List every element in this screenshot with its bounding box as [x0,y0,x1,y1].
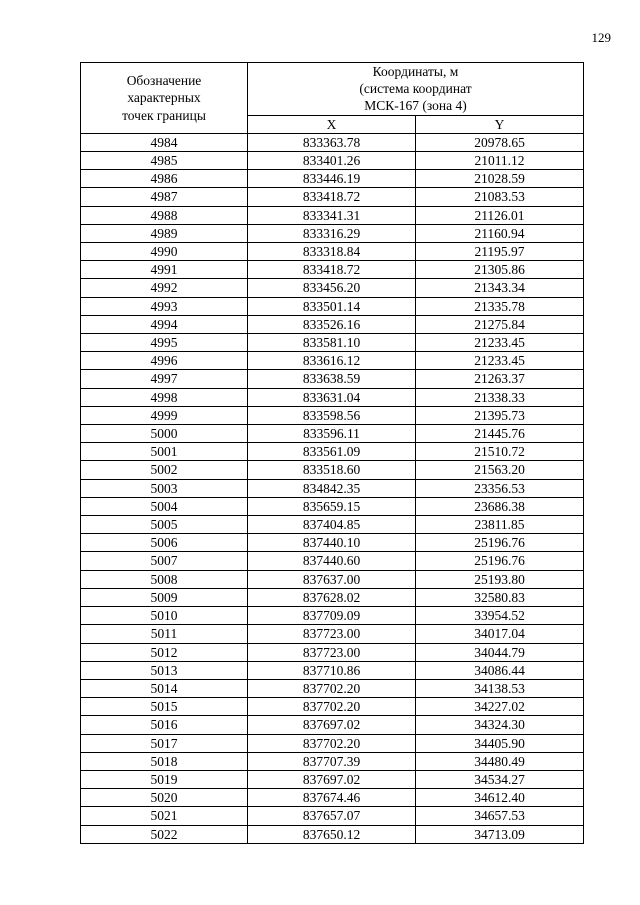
point-cell: 5021 [81,807,248,825]
x-coordinate-cell: 837702.20 [248,698,416,716]
point-cell: 5009 [81,588,248,606]
designation-column-header [81,63,248,134]
coordinates-table [80,62,584,844]
x-coordinate-cell: 833446.19 [248,170,416,188]
x-coordinate-cell: 837657.07 [248,807,416,825]
x-coordinate-cell: 837440.60 [248,552,416,570]
y-coordinate-cell: 34713.09 [416,825,584,843]
point-cell: 5018 [81,752,248,770]
point-cell: 4997 [81,370,248,388]
y-column-header: Y [416,115,584,133]
table-row [81,224,584,242]
x-coordinate-cell: 833598.56 [248,406,416,424]
table-row [81,516,584,534]
table-row [81,206,584,224]
y-coordinate-cell: 21305.86 [416,261,584,279]
point-cell: 4996 [81,352,248,370]
point-cell: 5000 [81,425,248,443]
table-body [81,133,584,843]
table-row [81,825,584,843]
table-row [81,625,584,643]
table-row [81,152,584,170]
y-coordinate-cell: 34086.44 [416,661,584,679]
coords-header-line-1: Координаты, м [372,64,459,79]
table-row [81,188,584,206]
x-coordinate-cell: 833526.16 [248,315,416,333]
point-cell: 5003 [81,479,248,497]
x-coordinate-cell: 833616.12 [248,352,416,370]
point-cell: 4988 [81,206,248,224]
point-cell: 5010 [81,607,248,625]
table-row [81,534,584,552]
point-cell: 4994 [81,315,248,333]
y-coordinate-cell: 25196.76 [416,534,584,552]
table-row [81,698,584,716]
table-row [81,770,584,788]
point-cell: 4985 [81,152,248,170]
point-cell: 4999 [81,406,248,424]
table-row [81,133,584,151]
x-coordinate-cell: 837723.00 [248,643,416,661]
table-row [81,334,584,352]
y-coordinate-cell: 21083.53 [416,188,584,206]
table-row [81,607,584,625]
y-coordinate-cell: 34138.53 [416,679,584,697]
x-coordinate-cell: 833456.20 [248,279,416,297]
y-coordinate-cell: 21510.72 [416,443,584,461]
y-coordinate-cell: 34227.02 [416,698,584,716]
point-cell: 5002 [81,461,248,479]
y-coordinate-cell: 21126.01 [416,206,584,224]
header-row-top [81,63,584,116]
y-coordinate-cell: 23356.53 [416,479,584,497]
x-column-header: X [248,115,416,133]
point-cell: 5019 [81,770,248,788]
designation-header-line-1: Обозначение [126,73,202,89]
y-coordinate-cell: 34480.49 [416,752,584,770]
point-cell: 5004 [81,497,248,515]
table-row [81,425,584,443]
table-row [81,661,584,679]
point-cell: 4990 [81,243,248,261]
x-coordinate-cell: 837404.85 [248,516,416,534]
table-row [81,570,584,588]
y-coordinate-cell: 21335.78 [416,297,584,315]
y-coordinate-cell: 21395.73 [416,406,584,424]
table-row [81,643,584,661]
x-coordinate-cell: 837702.20 [248,679,416,697]
y-coordinate-cell: 33954.52 [416,607,584,625]
table-row [81,315,584,333]
point-cell: 5022 [81,825,248,843]
point-cell: 5008 [81,570,248,588]
point-cell: 5006 [81,534,248,552]
y-coordinate-cell: 34657.53 [416,807,584,825]
table-row [81,406,584,424]
x-coordinate-cell: 833518.60 [248,461,416,479]
y-coordinate-cell: 20978.65 [416,133,584,151]
y-coordinate-cell: 23686.38 [416,497,584,515]
x-coordinate-cell: 833596.11 [248,425,416,443]
table-row [81,461,584,479]
table-row [81,734,584,752]
x-coordinate-cell: 834842.35 [248,479,416,497]
designation-header-line-2: характерных [127,90,201,106]
y-coordinate-cell: 21275.84 [416,315,584,333]
point-cell: 4992 [81,279,248,297]
x-coordinate-cell: 837440.10 [248,534,416,552]
table-row [81,370,584,388]
x-coordinate-cell: 837702.20 [248,734,416,752]
table-row [81,352,584,370]
x-coordinate-cell: 833418.72 [248,261,416,279]
point-cell: 5015 [81,698,248,716]
table-row [81,752,584,770]
y-coordinate-cell: 34324.30 [416,716,584,734]
table-row [81,679,584,697]
x-coordinate-cell: 837697.02 [248,770,416,788]
x-coordinate-cell: 837674.46 [248,789,416,807]
y-coordinate-cell: 21160.94 [416,224,584,242]
x-coordinate-cell: 837628.02 [248,588,416,606]
y-coordinate-cell: 34017.04 [416,625,584,643]
table-row [81,716,584,734]
x-coordinate-cell: 833631.04 [248,388,416,406]
x-coordinate-cell: 833401.26 [248,152,416,170]
table-row [81,388,584,406]
x-coordinate-cell: 833363.78 [248,133,416,151]
point-cell: 4993 [81,297,248,315]
y-coordinate-cell: 34534.27 [416,770,584,788]
y-coordinate-cell: 25196.76 [416,552,584,570]
y-coordinate-cell: 21233.45 [416,334,584,352]
table-row [81,588,584,606]
point-cell: 4989 [81,224,248,242]
page-number: 129 [591,30,611,45]
y-coordinate-cell: 21028.59 [416,170,584,188]
x-coordinate-cell: 833638.59 [248,370,416,388]
point-cell: 5011 [81,625,248,643]
y-coordinate-cell: 23811.85 [416,516,584,534]
x-coordinate-cell: 837709.09 [248,607,416,625]
point-cell: 5012 [81,643,248,661]
y-coordinate-cell: 34044.79 [416,643,584,661]
x-coordinate-cell: 837697.02 [248,716,416,734]
point-cell: 4995 [81,334,248,352]
x-coordinate-cell: 833501.14 [248,297,416,315]
table-row [81,789,584,807]
x-coordinate-cell: 833341.31 [248,206,416,224]
table-row [81,279,584,297]
table-header [81,63,584,134]
y-coordinate-cell: 21233.45 [416,352,584,370]
point-cell: 5001 [81,443,248,461]
table-row [81,243,584,261]
x-coordinate-cell: 833561.09 [248,443,416,461]
x-coordinate-cell: 833318.84 [248,243,416,261]
point-cell: 5007 [81,552,248,570]
y-coordinate-cell: 21011.12 [416,152,584,170]
y-coordinate-cell: 34612.40 [416,789,584,807]
x-coordinate-cell: 833316.29 [248,224,416,242]
y-coordinate-cell: 21263.37 [416,370,584,388]
y-coordinate-cell: 21195.97 [416,243,584,261]
point-cell: 4987 [81,188,248,206]
coordinates-column-header [248,63,584,116]
x-coordinate-cell: 837707.39 [248,752,416,770]
x-coordinate-cell: 835659.15 [248,497,416,515]
point-cell: 4986 [81,170,248,188]
coords-header-line-3: МСК-167 (зона 4) [364,98,467,114]
y-coordinate-cell: 32580.83 [416,588,584,606]
y-coordinate-cell: 21563.20 [416,461,584,479]
point-cell: 4984 [81,133,248,151]
y-coordinate-cell: 21338.33 [416,388,584,406]
designation-header-line-3: точек границы [122,107,206,123]
table-row [81,552,584,570]
point-cell: 4991 [81,261,248,279]
x-coordinate-cell: 833418.72 [248,188,416,206]
point-cell: 5005 [81,516,248,534]
y-coordinate-cell: 21343.34 [416,279,584,297]
table-row [81,479,584,497]
table-row [81,443,584,461]
table-row [81,497,584,515]
table-row [81,261,584,279]
point-cell: 4998 [81,388,248,406]
point-cell: 5013 [81,661,248,679]
point-cell: 5016 [81,716,248,734]
x-coordinate-cell: 837723.00 [248,625,416,643]
table-row [81,170,584,188]
y-coordinate-cell: 34405.90 [416,734,584,752]
coords-header-line-2: (система координат [359,81,472,97]
point-cell: 5014 [81,679,248,697]
x-coordinate-cell: 837650.12 [248,825,416,843]
x-coordinate-cell: 833581.10 [248,334,416,352]
x-coordinate-cell: 837637.00 [248,570,416,588]
point-cell: 5020 [81,789,248,807]
point-cell: 5017 [81,734,248,752]
table-row [81,297,584,315]
table-row [81,807,584,825]
y-coordinate-cell: 25193.80 [416,570,584,588]
y-coordinate-cell: 21445.76 [416,425,584,443]
x-coordinate-cell: 837710.86 [248,661,416,679]
